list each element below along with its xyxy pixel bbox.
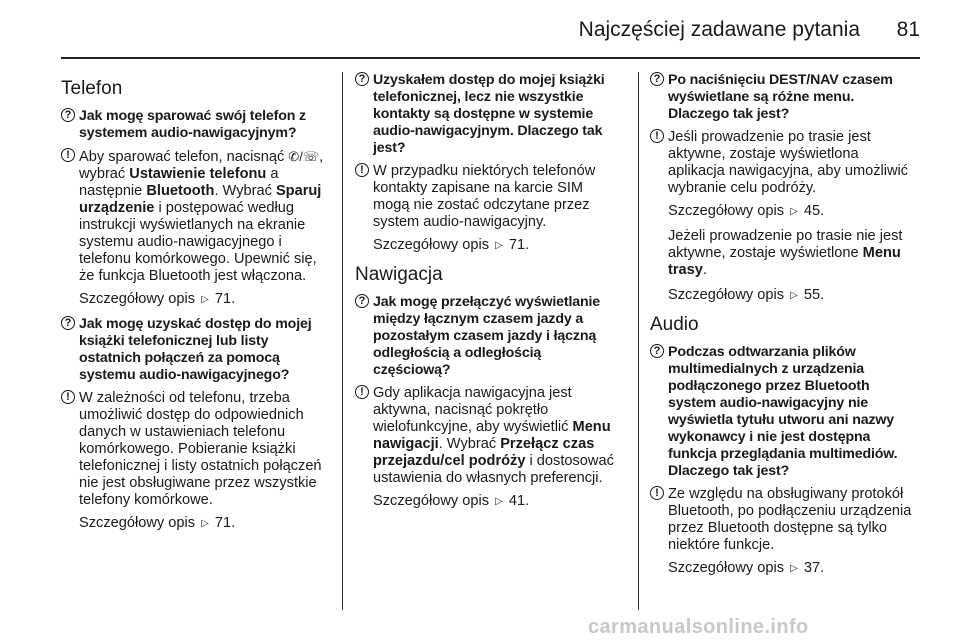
exclamation-icon: ! [650, 486, 664, 500]
section-title-nawigacja: Nawigacja [355, 264, 443, 285]
column-divider [342, 72, 343, 610]
exclamation-icon: ! [355, 385, 369, 399]
exclamation-icon: ! [355, 163, 369, 177]
detail-reference: Szczegółowy opis ▷ 41. [373, 493, 530, 509]
detail-reference: Szczegółowy opis ▷ 71. [79, 515, 236, 531]
detail-reference: Szczegółowy opis ▷ 55. [668, 287, 825, 303]
column-divider [638, 72, 639, 610]
page-ref-arrow-icon: ▷ [790, 290, 798, 301]
question-mark-icon: ? [650, 72, 664, 86]
menu-label-menu-trasy: Menu trasy [668, 245, 901, 278]
page-title: Najczęściej zadawane pytania [578, 18, 860, 41]
question-text: Jak mogę sparować swój telefon z systemem audio-nawigacyjnym? [79, 108, 307, 141]
answer-text: Jeśli prowadzenie po trasie jest aktywne, zostaje wyświetlona aplikacja nawigacyjna, aby umożliwić wybranie celu podróży. [668, 129, 909, 196]
question-mark-icon: ? [61, 316, 75, 330]
detail-reference: Szczegółowy opis ▷ 71. [373, 237, 530, 253]
column-3 [650, 72, 916, 585]
page-header [0, 0, 960, 58]
faq-question [61, 108, 327, 142]
question-mark-icon: ? [355, 72, 369, 86]
faq-answer [355, 163, 621, 231]
answer-text: Gdy aplikacja nawigacyjna jest aktywna, nacisnąć pokrętło wielofunkcyjne, aby wyświetlić Menu nawigacji. Wybrać Przełącz czas przejazdu/cel podróży i dostosować ustawienia do własnych preferencji. [373, 385, 614, 486]
answer-text: W przypadku niektórych telefonów kontakty zapisane na karcie SIM mogą nie zostać odczytane przez system audio-nawigacyjny. [373, 163, 596, 230]
header-rule [61, 57, 920, 59]
question-text: Jak mogę uzyskać dostęp do mojej książki telefonicznej lub listy ostatnich połączeń za pomocą systemu audio-nawigacyjnego? [79, 316, 312, 383]
question-text: Po naciśnięciu DEST/NAV czasem wyświetlane są różne menu. Dlaczego tak jest? [668, 72, 893, 122]
faq-answer [61, 148, 327, 285]
menu-label-przelacz-czas: Przełącz czas przejazdu/cel podróży [373, 436, 595, 469]
faq-question [650, 72, 916, 123]
exclamation-icon: ! [61, 390, 75, 404]
column-2 [355, 72, 621, 518]
page-ref-arrow-icon: ▷ [201, 294, 209, 305]
faq-answer [355, 385, 621, 487]
detail-reference: Szczegółowy opis ▷ 45. [668, 203, 825, 219]
exclamation-icon: ! [650, 129, 664, 143]
answer-text: W zależności od telefonu, trzeba umożliwić dostęp do odpowiednich danych w ustawieniach telefonu komórkowego. Pobieranie książki telefonicznej i listy ostatnich połączeń nie jest obsługiwane przez wszystkie telefony komórkowe. [79, 390, 322, 508]
detail-reference: Szczegółowy opis ▷ 37. [668, 560, 825, 576]
detail-reference: Szczegółowy opis ▷ 71. [79, 291, 236, 307]
faq-answer [650, 486, 916, 554]
faq-question [61, 316, 327, 384]
faq-question [650, 344, 916, 480]
answer-text: Aby sparować telefon, nacisnąć ✆/☏, wybrać Ustawienie telefonu a następnie Bluetooth. Wybrać Sparuj urządzenie i postępować według instrukcji wyświetlanych na ekranie systemu audio-nawigacyjnego i telefonu komórkowego. Upewnić się, że funkcja Bluetooth jest włączona. [79, 149, 324, 284]
menu-label-bluetooth: Bluetooth [146, 183, 215, 199]
page-ref-arrow-icon: ▷ [495, 496, 503, 507]
phone-icon: ✆/☏ [288, 149, 320, 164]
menu-label-ustawienie-telefonu: Ustawienie telefonu [129, 166, 267, 182]
page-ref-arrow-icon: ▷ [790, 206, 798, 217]
column-1 [61, 72, 327, 540]
question-text: Uzyskałem dostęp do mojej książki telefonicznej, lecz nie wszystkie kontakty są dostępne w systemie audio-nawigacyjnym. Dlaczego tak jest? [373, 72, 605, 156]
menu-label-menu-nawigacji: Menu nawigacji [373, 419, 611, 452]
section-title-audio: Audio [650, 314, 699, 335]
section-title-telefon: Telefon [61, 78, 123, 99]
question-text: Podczas odtwarzania plików multimedialnych z urządzenia podłączonego przez Bluetooth system audio-nawigacyjny nie wyświetla tytułu utworu ani nazwy wykonawcy i nie jest dostępna funkcja przeglądania multimediów. Dlaczego tak jest? [668, 344, 898, 479]
question-text: Jak mogę przełączyć wyświetlanie między łącznym czasem jazdy a pozostałym czasem jazdy i łączną odległością a odległością częściową? [373, 294, 601, 378]
page-ref-arrow-icon: ▷ [495, 240, 503, 251]
faq-answer [650, 129, 916, 197]
watermark: carmanualsonline.info [588, 616, 809, 638]
question-mark-icon: ? [650, 344, 664, 358]
page-number: 81 [896, 18, 920, 41]
exclamation-icon: ! [61, 148, 75, 162]
menu-label-sparuj-urzadzenie: Sparuj urządzenie [79, 183, 322, 216]
faq-answer [61, 390, 327, 509]
page-ref-arrow-icon: ▷ [201, 518, 209, 529]
question-mark-icon: ? [355, 294, 369, 308]
question-mark-icon: ? [61, 108, 75, 122]
faq-question [355, 294, 621, 379]
page-ref-arrow-icon: ▷ [790, 563, 798, 574]
answer-text: Ze względu na obsługiwany protokół Bluetooth, po podłączeniu urządzenia przez Bluetooth dostępne są tylko niektóre funkcje. [668, 486, 912, 553]
answer-continuation: Jeżeli prowadzenie po trasie nie jest aktywne, zostaje wyświetlone Menu trasy. [668, 228, 903, 278]
faq-question [355, 72, 621, 157]
